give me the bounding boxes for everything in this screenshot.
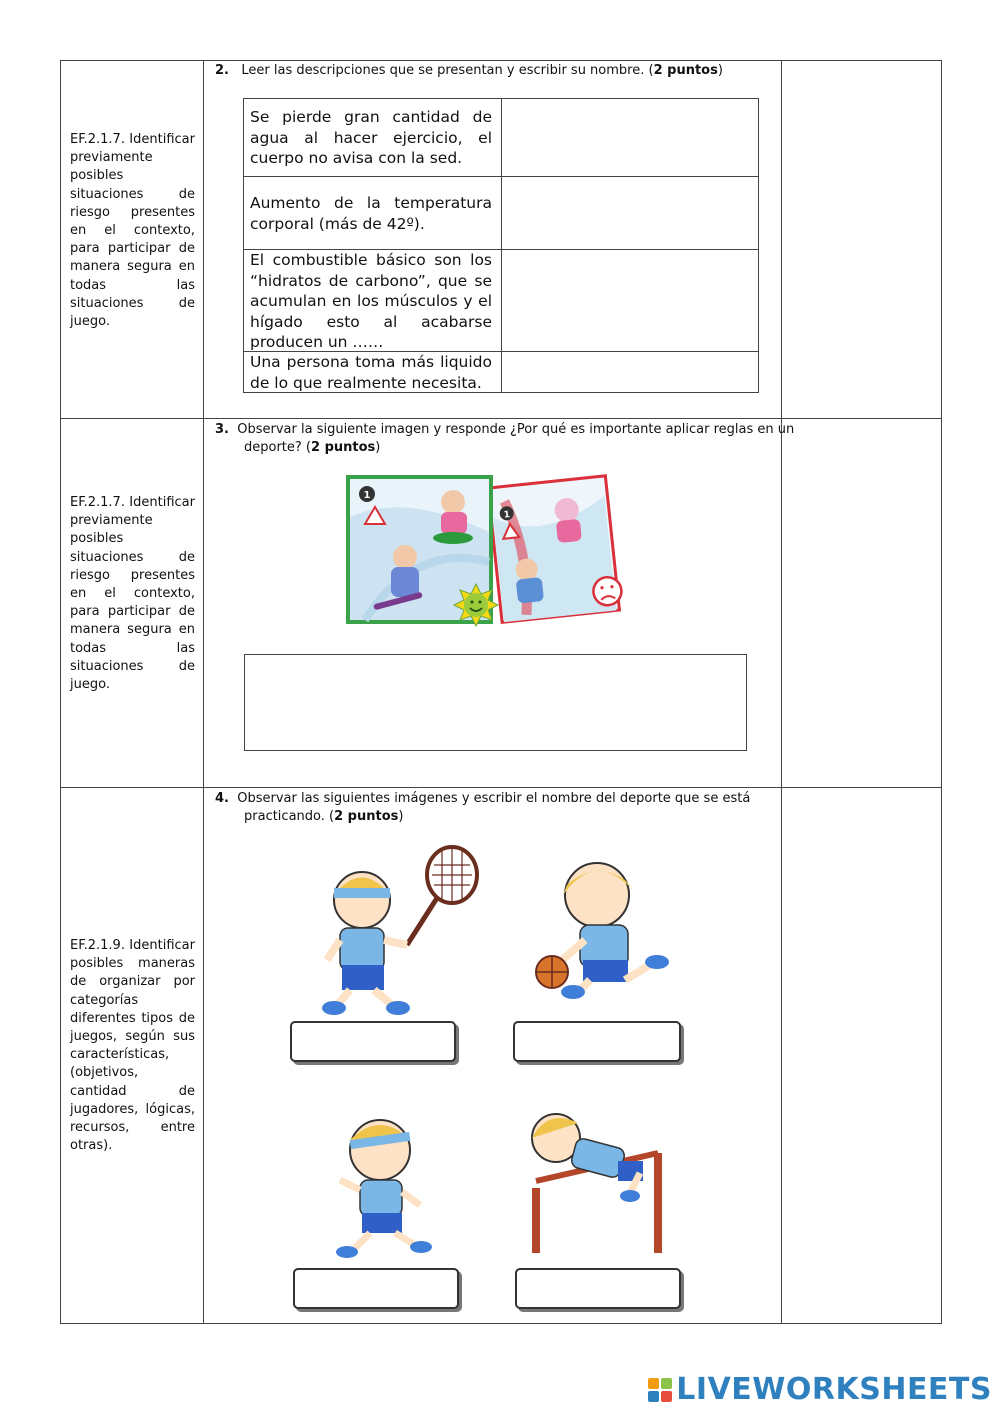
question-close: ) bbox=[717, 63, 723, 78]
question-3-title bbox=[215, 421, 804, 457]
question-2-title bbox=[215, 62, 775, 80]
question-number: 2. bbox=[215, 63, 229, 78]
high-jump-illustration bbox=[518, 1103, 678, 1258]
question-close: ) bbox=[398, 809, 404, 824]
card-number-label: 1 bbox=[503, 510, 511, 521]
answer-field-4[interactable] bbox=[503, 353, 757, 392]
question-text: Leer las descripciones que se presentan y escribir su nombre. ( bbox=[241, 63, 654, 78]
sport-answer-field-high-jump[interactable] bbox=[515, 1268, 681, 1309]
good-behavior-card bbox=[348, 477, 498, 626]
description-2: Aumento de la temperatura corporal (más de 42º). bbox=[250, 194, 492, 233]
logo-text: LIVEWORKSHEETS bbox=[676, 1372, 992, 1407]
descriptions-column-divider bbox=[501, 98, 502, 393]
description-1: Se pierde gran cantidad de agua al hacer ejercicio, el cuerpo no avisa con la sed. bbox=[250, 108, 492, 167]
row-divider-1 bbox=[60, 418, 942, 419]
basketball-player-illustration bbox=[525, 850, 675, 1000]
sport-answer-field-basketball[interactable] bbox=[513, 1021, 681, 1062]
criterion-text: EF.2.1.7. Identificar previamente posibles situaciones de riesgo presentes en el contexto, para participar de manera segura en todas las situaciones de juego. bbox=[70, 495, 195, 693]
question-number: 3. bbox=[215, 422, 229, 437]
question-4-title bbox=[215, 790, 804, 826]
tennis-player-illustration bbox=[312, 840, 487, 1020]
descriptions-row-divider bbox=[243, 176, 759, 177]
answer-field-1[interactable] bbox=[503, 100, 757, 175]
question-text: Observar las siguientes imágenes y escribir el nombre del deporte que se está practicando. ( bbox=[237, 791, 751, 824]
criterion-text: EF.2.1.9. Identificar posibles maneras de organizar por categorías diferentes tipos de juegos, según sus características, (objetivos, cantidad de jugadores, lógicas, recursos, entre otras). bbox=[70, 938, 195, 1154]
question-points: 2 puntos bbox=[334, 809, 399, 824]
answer-field-2[interactable] bbox=[503, 178, 757, 248]
answer-field-3[interactable] bbox=[503, 251, 757, 350]
sport-answer-field-tennis[interactable] bbox=[290, 1021, 456, 1062]
question-number: 4. bbox=[215, 791, 229, 806]
question-close: ) bbox=[375, 440, 381, 455]
ski-rules-illustration bbox=[345, 472, 625, 637]
criterion-text: EF.2.1.7. Identificar previamente posibles situaciones de riesgo presentes en el contexto, para participar de manera segura en todas las situaciones de juego. bbox=[70, 132, 195, 330]
liveworksheets-logo bbox=[648, 1372, 992, 1407]
runner-illustration bbox=[325, 1110, 440, 1260]
card-number-label: 1 bbox=[363, 490, 371, 501]
logo-grid-icon bbox=[648, 1378, 672, 1402]
sport-answer-field-running[interactable] bbox=[293, 1268, 459, 1309]
row-divider-2 bbox=[60, 787, 942, 788]
open-answer-box[interactable] bbox=[244, 654, 747, 751]
column-divider-2 bbox=[781, 60, 782, 1324]
description-4: Una persona toma más liquido de lo que realmente necesita. bbox=[250, 353, 492, 392]
question-text: Observar la siguiente imagen y responde ¿Por qué es importante aplicar reglas en un deporte? ( bbox=[237, 422, 795, 455]
smiling-sun-icon bbox=[454, 584, 498, 626]
column-divider-1 bbox=[203, 60, 204, 1324]
question-points: 2 puntos bbox=[653, 63, 718, 78]
bad-behavior-card bbox=[488, 475, 623, 622]
description-3: El combustible básico son los “hidratos de carbono”, que se acumulan en los músculos y el hígado esto al acabarse producen un …… bbox=[250, 251, 492, 351]
question-points: 2 puntos bbox=[311, 440, 376, 455]
sad-face-icon bbox=[592, 576, 623, 607]
